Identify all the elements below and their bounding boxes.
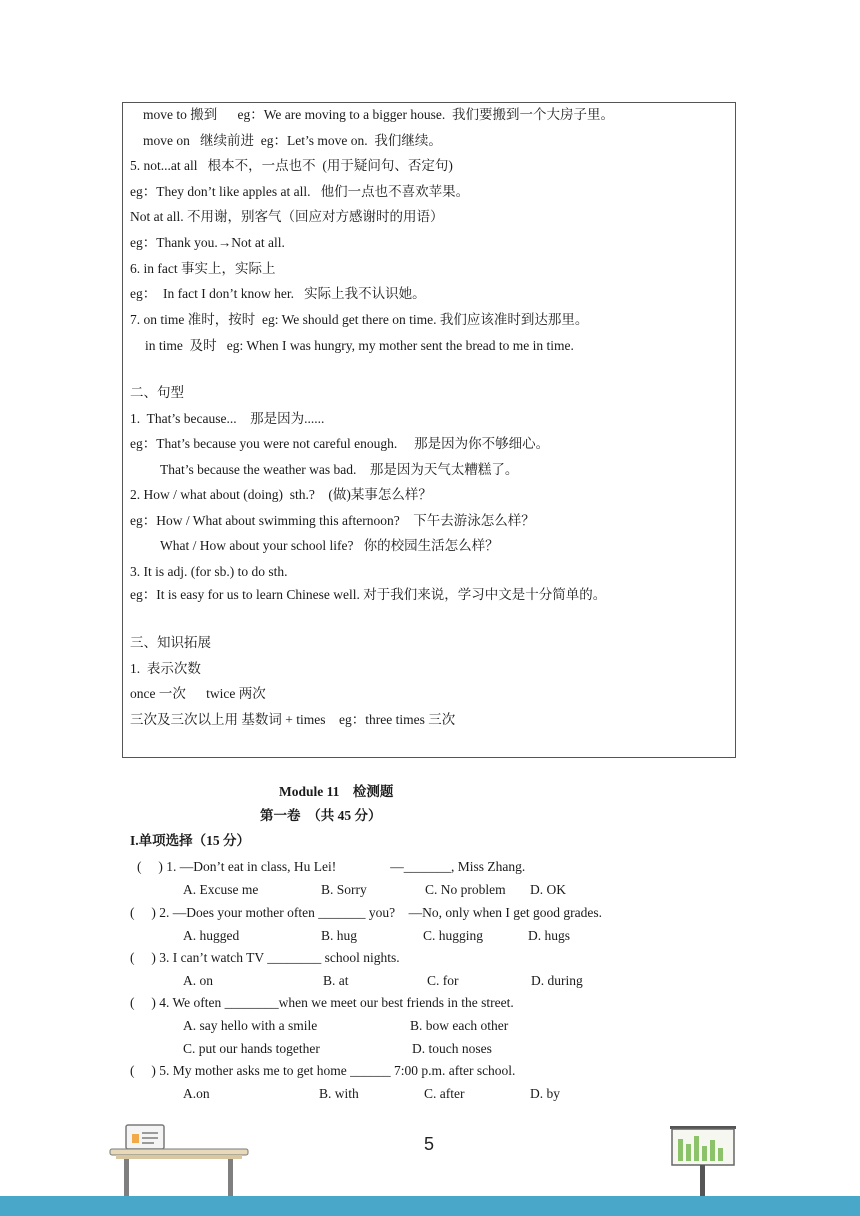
exam-line: D. during xyxy=(531,973,583,988)
footer-bar xyxy=(0,1196,860,1216)
notes-line: eg：That’s because you were not careful enough. 那是因为你不够细心。 xyxy=(130,436,550,451)
notes-line: What / How about your school life? 你的校园生活怎么样？ xyxy=(160,538,499,553)
exam-line: A.on xyxy=(183,1086,210,1101)
exam-line: C. for xyxy=(427,973,459,988)
notes-line: eg：How / What about swimming this afternoon? 下午去游泳怎么样？ xyxy=(130,513,535,528)
notes-line: 三、知识拓展 xyxy=(130,635,211,650)
exam-line: C. after xyxy=(424,1086,465,1101)
exam-line: B. at xyxy=(323,973,349,988)
exam-line: C. No problem xyxy=(425,882,506,897)
exam-line: C. put our hands together xyxy=(183,1041,320,1056)
exam-line: A. Excuse me xyxy=(183,882,259,897)
exam-line: B. hug xyxy=(321,928,358,943)
notes-line: 1. That’s because... 那是因为...... xyxy=(130,411,325,426)
notes-line: eg：They don’t like apples at all. 他们一点也不喜欢苹果。 xyxy=(130,184,470,199)
notes-line: 2. How / what about (doing) sth.? (做)某事怎么样？ xyxy=(130,487,432,502)
exam-line: ( ) 2. —Does your mother often _______ you? —No, only when I get good grades. xyxy=(130,905,603,920)
notes-line: once 一次 twice 两次 xyxy=(130,686,266,701)
notes-line: 7. on time 准时，按时 eg: We should get there on time. 我们应该准时到达那里。 xyxy=(130,312,589,327)
notes-line: eg： In fact I don’t know her. 实际上我不认识她。 xyxy=(130,286,426,301)
exam-line: Module 11 检测题 xyxy=(279,784,394,799)
page-number: 5 xyxy=(424,1134,435,1154)
notes-line: 5. not...at all 根本不，一点也不 (用于疑问句、否定句) xyxy=(130,158,453,173)
exam-line: A. on xyxy=(183,973,213,988)
exam-line: I.单项选择（15 分） xyxy=(130,833,251,848)
exam-line: ( ) 3. I can’t watch TV ________ school nights. xyxy=(130,950,400,965)
exam-line: B. Sorry xyxy=(321,882,367,897)
notes-line: in time 及时 eg: When I was hungry, my mother sent the bread to me in time. xyxy=(145,338,574,353)
exam-line: D. OK xyxy=(530,882,566,897)
notes-line: 三次及三次以上用 基数词 + times eg：three times 三次 xyxy=(130,712,456,727)
notes-line: That’s because the weather was bad. 那是因为天气太糟糕了。 xyxy=(160,462,519,477)
exam-line: B. with xyxy=(319,1086,359,1101)
notes-line: move to 搬到 eg：We are moving to a bigger house. 我们要搬到一个大房子里。 xyxy=(143,107,614,122)
notes-line: 6. in fact 事实上，实际上 xyxy=(130,261,276,276)
exam-line: A. hugged xyxy=(183,928,240,943)
notes-line: eg：Thank you.→Not at all. xyxy=(130,235,285,250)
exam-line: C. hugging xyxy=(423,928,484,943)
exam-line: 第一卷 （共 45 分） xyxy=(260,808,382,823)
exam-line: B. bow each other xyxy=(410,1018,509,1033)
exam-line: D. touch noses xyxy=(412,1041,492,1056)
desk-illustration-icon xyxy=(108,1122,250,1198)
exam-line: ( ) 1. —Don’t eat in class, Hu Lei! —_______, Miss Zhang. xyxy=(137,859,526,874)
notes-line: Not at all. 不用谢，别客气（回应对方感谢时的用语） xyxy=(130,209,444,224)
notes-line: eg：It is easy for us to learn Chinese well. 对于我们来说，学习中文是十分简单的。 xyxy=(130,587,607,602)
notes-line: 二、句型 xyxy=(130,385,184,400)
exam-line: D. by xyxy=(530,1086,560,1101)
notes-line: 3. It is adj. (for sb.) to do sth. xyxy=(130,564,288,579)
exam-line: ( ) 4. We often ________when we meet our best friends in the street. xyxy=(130,995,514,1010)
exam-line: D. hugs xyxy=(528,928,571,943)
exam-line: ( ) 5. My mother asks me to get home ______ 7:00 p.m. after school. xyxy=(130,1063,516,1078)
notes-line: 1. 表示次数 xyxy=(130,661,201,676)
notes-box xyxy=(122,102,736,758)
notes-line: move on 继续前进 eg：Let’s move on. 我们继续。 xyxy=(143,133,442,148)
exam-line: A. say hello with a smile xyxy=(183,1018,318,1033)
